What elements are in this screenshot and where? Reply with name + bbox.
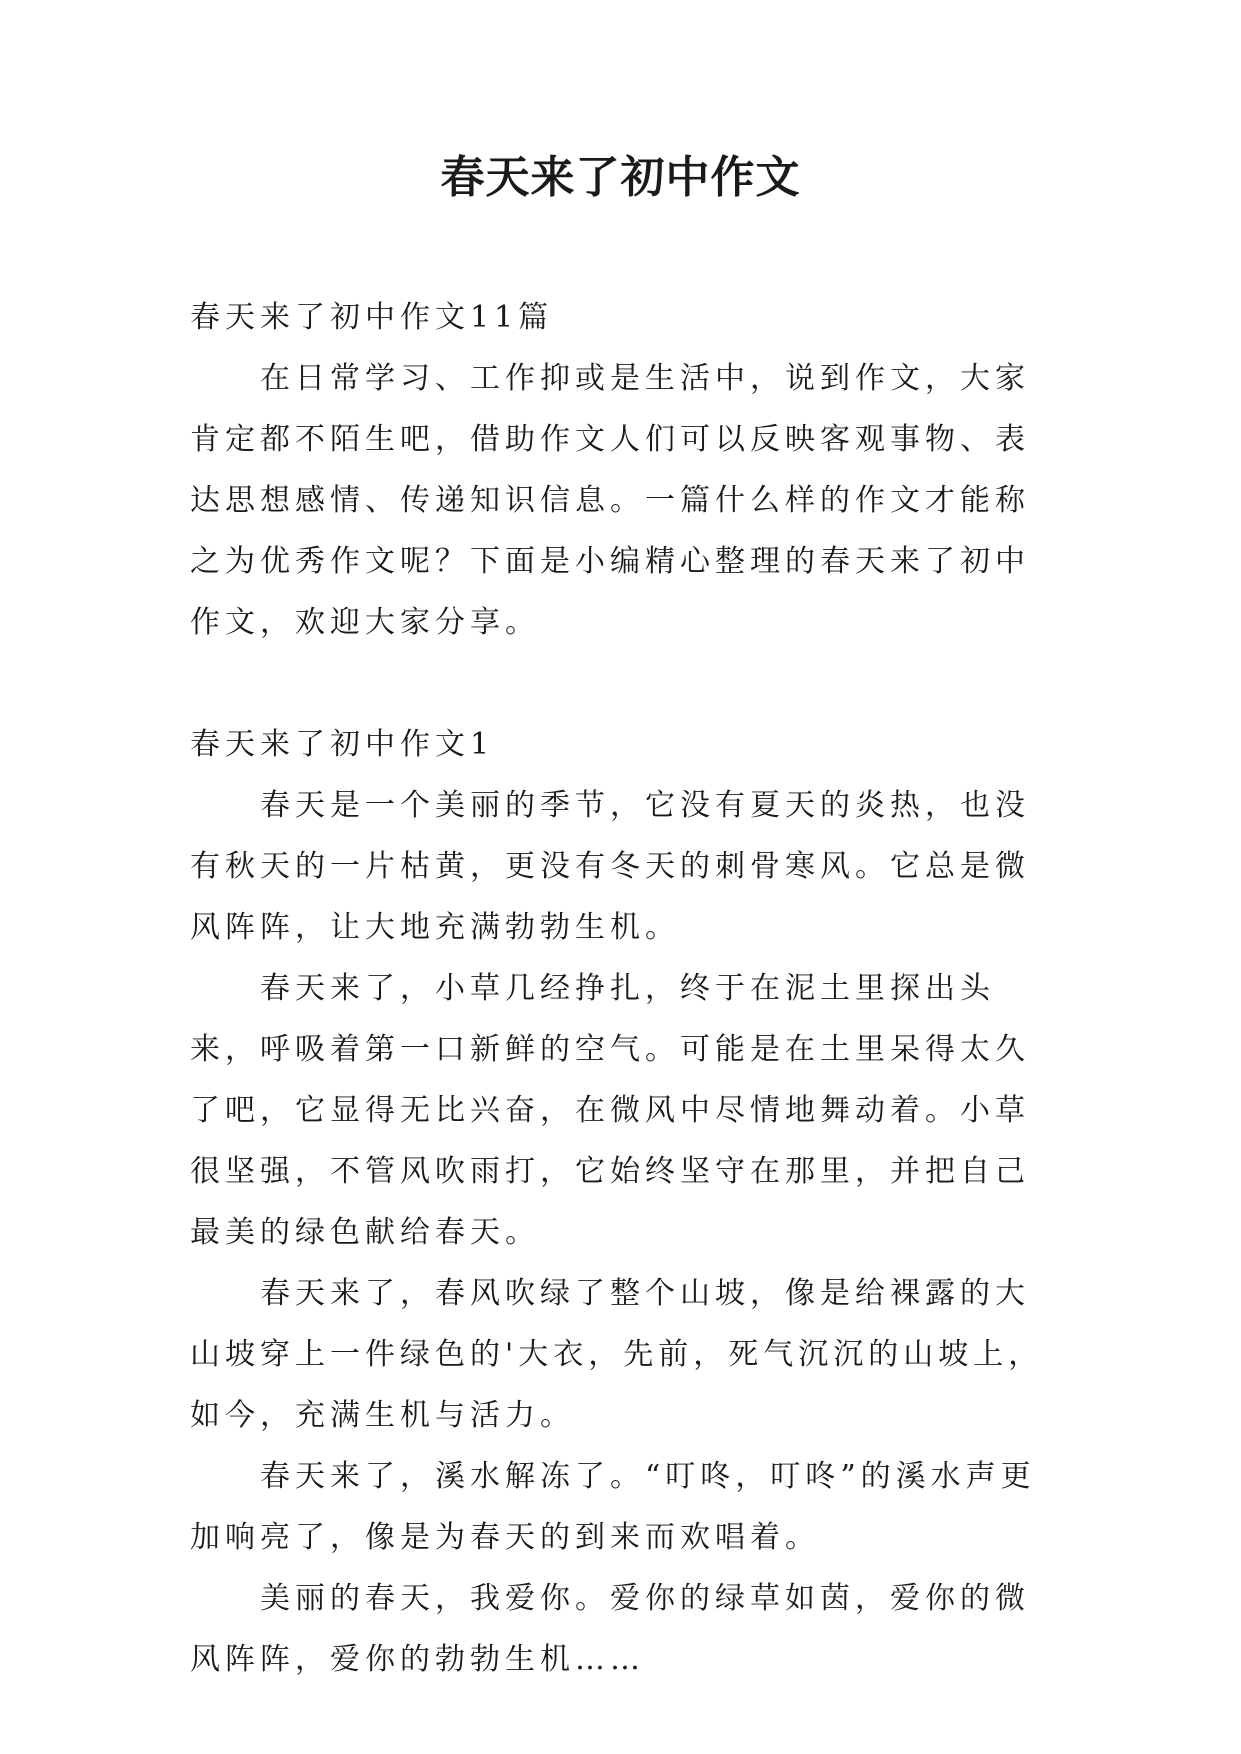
essay-heading: 春天来了初中作文1 (190, 727, 495, 762)
document-body (190, 287, 1062, 1690)
page-title: 春天来了初中作文 (440, 152, 801, 203)
essay-paragraph: 春天来了，小草几经挣扎，终于在泥土里探出头来，呼吸着第一口新鲜的空气。可能是在土里呆得太久了吧，它显得无比兴奋，在微风中尽情地舞动着。小草很坚强，不管风吹雨打，它始终坚守在那里，并把自己最美的绿色献给春天。 (190, 971, 1030, 1250)
intro-heading: 春天来了初中作文11篇 (190, 300, 554, 335)
intro-paragraph: 在日常学习、工作抑或是生活中，说到作文，大家肯定都不陌生吧，借助作文人们可以反映客观事物、表达思想感情、传递知识信息。一篇什么样的作文才能称之为优秀作文呢？下面是小编精心整理的春天来了初中作文，欢迎大家分享。 (190, 361, 1030, 640)
essay-paragraph: 美丽的春天，我爱你。爱你的绿草如茵，爱你的微风阵阵，爱你的勃勃生机…… (190, 1581, 1030, 1677)
essay-paragraph: 春天来了，溪水解冻了。“叮咚，叮咚”的溪水声更加响亮了，像是为春天的到来而欢唱着。 (190, 1459, 1036, 1555)
essay-paragraph: 春天来了，春风吹绿了整个山坡，像是给裸露的大山坡穿上一件绿色的'大衣，先前，死气沉沉的山坡上，如今，充满生机与活力。 (190, 1276, 1044, 1433)
essay-paragraph: 春天是一个美丽的季节，它没有夏天的炎热，也没有秋天的一片枯黄，更没有冬天的刺骨寒风。它总是微风阵阵，让大地充满勃勃生机。 (190, 788, 1030, 945)
section-spacer (190, 653, 1062, 714)
